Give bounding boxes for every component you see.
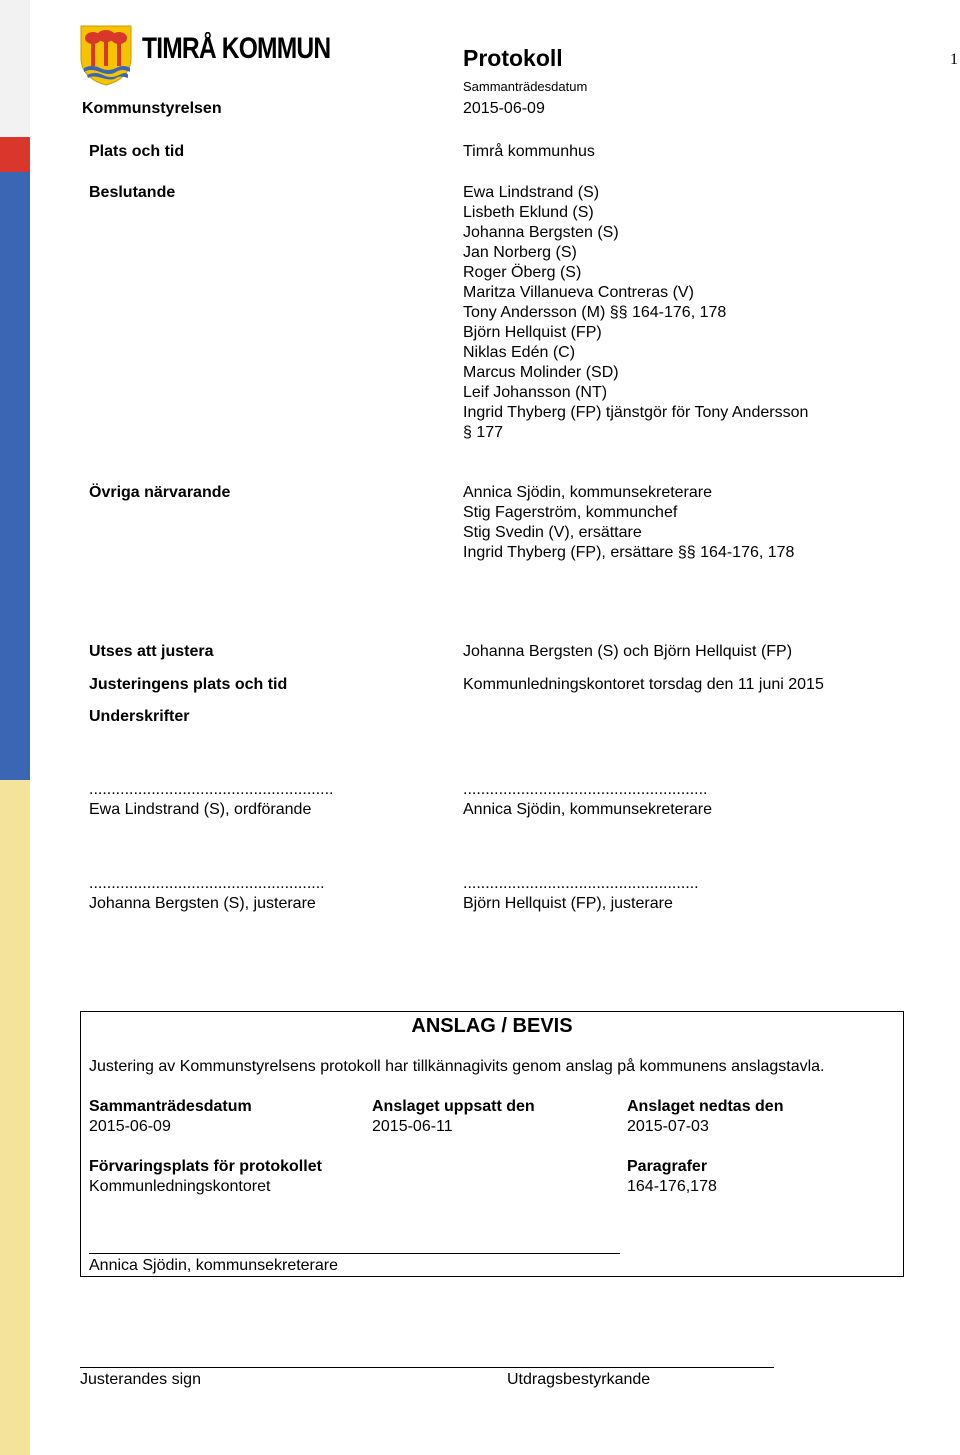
decider-item: Maritza Villanueva Contreras (V) [463, 284, 694, 301]
signature-block [463, 874, 699, 914]
deciders-list [463, 183, 808, 443]
anslag-posted: 2015-06-11 [372, 1118, 453, 1135]
decider-item: Johanna Bergsten (S) [463, 224, 619, 241]
decider-item: Roger Öberg (S) [463, 264, 582, 281]
anslag-signer: Annica Sjödin, kommunsekreterare [89, 1257, 339, 1274]
others-list [463, 483, 794, 563]
signature-line: ....................................................... [89, 781, 334, 798]
decider-item: Leif Johansson (NT) [463, 384, 608, 401]
municipality-logo [78, 24, 338, 86]
anslag-storage: Kommunledningskontoret [89, 1178, 271, 1195]
adjusters-label: Utses att justera [89, 643, 214, 660]
decider-item: § 177 [463, 424, 504, 441]
signature-line: ..................................................... [89, 875, 325, 892]
others-label: Övriga närvarande [89, 484, 231, 501]
date-label: Sammanträdesdatum [463, 79, 588, 94]
strip-segment-red [0, 137, 30, 172]
strip-segment-grey [0, 0, 30, 137]
adjusters-value: Johanna Bergsten (S) och Björn Hellquist (FP) [463, 643, 793, 660]
decider-item: Niklas Edén (C) [463, 344, 576, 361]
anslag-paragraphs-label: Paragrafer [627, 1158, 708, 1175]
signatures-label: Underskrifter [89, 708, 190, 725]
strip-segment-blue [0, 172, 30, 780]
other-attendee-item: Ingrid Thyberg (FP), ersättare §§ 164-176, 178 [463, 544, 795, 561]
other-attendee-item: Stig Fagerström, kommunchef [463, 504, 678, 521]
place-label: Plats och tid [89, 143, 185, 160]
anslag-paragraphs: 164-176,178 [627, 1178, 717, 1195]
signature-line: ....................................................... [463, 781, 708, 798]
anslag-signature-line [89, 1253, 620, 1254]
decider-item: Lisbeth Eklund (S) [463, 204, 594, 221]
anslag-meeting-date: 2015-06-09 [89, 1118, 171, 1135]
other-attendee-item: Annica Sjödin, kommunsekreterare [463, 484, 713, 501]
signature-block [89, 874, 325, 914]
footer-right-label: Utdragsbestyrkande [507, 1371, 651, 1388]
document-title: Protokoll [463, 45, 563, 71]
committee-name: Kommunstyrelsen [82, 100, 222, 117]
anslag-posted-label: Anslaget uppsatt den [372, 1098, 535, 1115]
signature-name: Annica Sjödin, kommunsekreterare [463, 801, 713, 818]
footer-left-label: Justerandes sign [80, 1371, 201, 1388]
signature-name: Ewa Lindstrand (S), ordförande [89, 801, 312, 818]
anslag-text: Justering av Kommunstyrelsens protokoll har tillkännagivits genom anslag på kommunens anslagstavla. [89, 1058, 825, 1075]
decider-item: Ewa Lindstrand (S) [463, 184, 600, 201]
anslag-removed: 2015-07-03 [627, 1118, 709, 1135]
logo-wordmark: TIMRÅ KOMMUN [142, 32, 331, 65]
anslag-box [80, 1011, 904, 1277]
decider-item: Tony Andersson (M) §§ 164-176, 178 [463, 304, 727, 321]
signature-line: ..................................................... [463, 875, 699, 892]
place-value: Timrå kommunhus [463, 143, 595, 160]
decider-item: Marcus Molinder (SD) [463, 364, 619, 381]
anslag-removed-label: Anslaget nedtas den [627, 1098, 784, 1115]
signature-block [463, 780, 712, 820]
anslag-storage-label: Förvaringsplats för protokollet [89, 1158, 322, 1175]
coat-of-arms-icon [78, 24, 134, 86]
decider-item: Ingrid Thyberg (FP) tjänstgör för Tony Andersson [463, 404, 809, 421]
anslag-title: ANSLAG / BEVIS [411, 1015, 573, 1037]
left-color-strip [0, 0, 30, 1455]
other-attendee-item: Stig Svedin (V), ersättare [463, 524, 642, 541]
meeting-date: 2015-06-09 [463, 100, 545, 117]
adjust-place-label: Justeringens plats och tid [89, 676, 288, 693]
signature-name: Johanna Bergsten (S), justerare [89, 895, 316, 912]
anslag-meeting-date-label: Sammanträdesdatum [89, 1098, 252, 1115]
decider-item: Björn Hellquist (FP) [463, 324, 602, 341]
signature-name: Björn Hellquist (FP), justerare [463, 895, 673, 912]
deciders-label: Beslutande [89, 184, 176, 201]
strip-segment-yellow [0, 780, 30, 1455]
footer-line [80, 1367, 774, 1368]
decider-item: Jan Norberg (S) [463, 244, 577, 261]
signature-block [89, 780, 334, 820]
adjust-place-value: Kommunledningskontoret torsdag den 11 juni 2015 [463, 676, 824, 693]
page-number: 1 [950, 51, 958, 68]
